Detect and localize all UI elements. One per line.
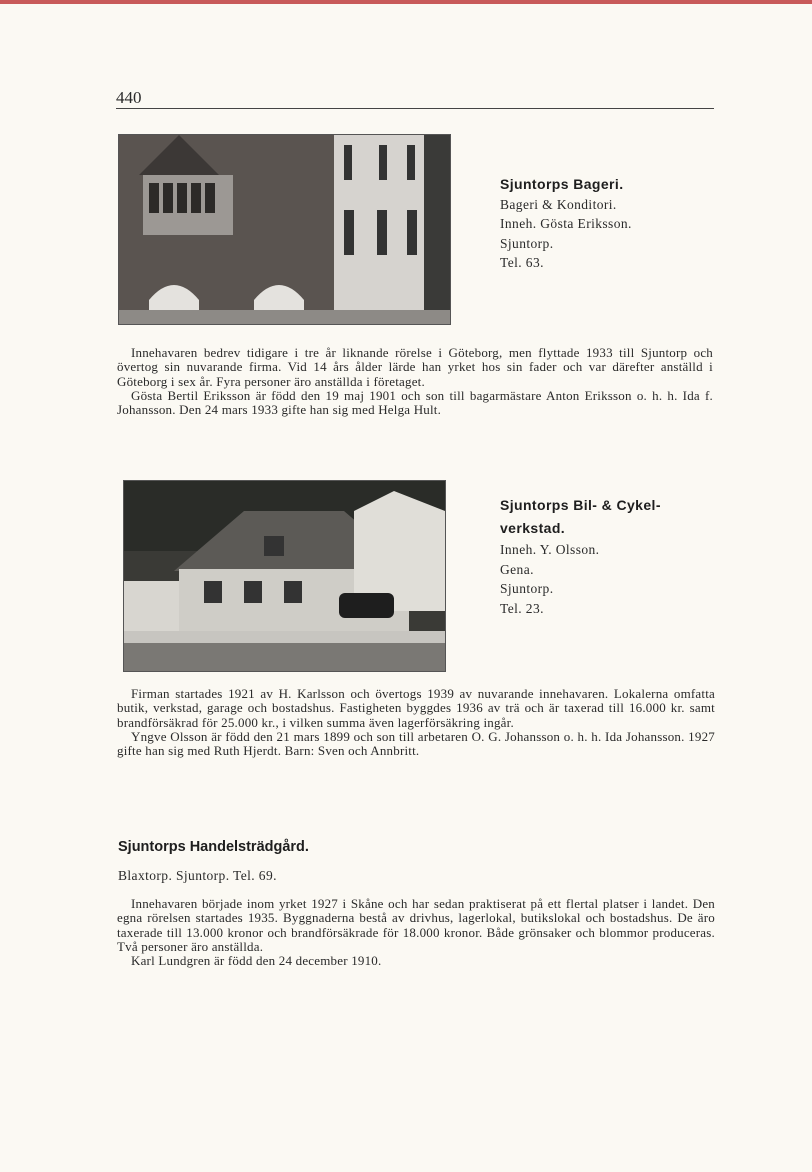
bakery-paragraph: Gösta Bertil Eriksson är född den 19 maj 1901 och son till bagarmästare Anton Eriksson o. h. h. Ida f. Johansson. Den 24 mars 1933 gifte han sig med Helga Hult. xyxy=(117,387,713,418)
header-rule xyxy=(116,108,714,109)
bakery-info xyxy=(500,175,632,273)
workshop-paragraph: Yngve Olsson är född den 21 mars 1899 och son till arbetaren O. G. Johansson o. h. h. Ida Johansson. 1927 gifte han sig med Ruth Hjerdt. Barn: Sven och Annbritt. xyxy=(117,728,715,759)
bakery-info-line: Sjuntorp. xyxy=(500,235,554,251)
workshop-info-line: Tel. 23. xyxy=(500,600,544,616)
page-number: 440 xyxy=(116,88,142,107)
workshop-paragraph: Firman startades 1921 av H. Karlsson och övertogs 1939 av nuvarande innehavaren. Lokalerna omfatta butik, verkstad, garage och bostadshus. Fastigheten byggdes 1936 av trä och är taxerad till 16.000 kr. samt brandförsäkrad för 25.000 kr., i vilken summa även lagerförsäkring ingår. xyxy=(117,686,715,730)
workshop-info-line: Gena. xyxy=(500,561,534,577)
bakery-paragraph: Innehavaren bedrev tidigare i tre år liknande rörelse i Göteborg, men flyttade 1933 till Sjuntorp och övertog sin nuvarande firma. Vid 14 års ålder lärde han yrket hos sin fader och var därefter anställd i Göteborg i sex år. Fyra personer äro anställda i företaget. xyxy=(117,345,713,389)
bakery-info-line: Bageri & Konditori. xyxy=(500,196,617,212)
page-top-edge xyxy=(0,0,812,4)
bakery-photo xyxy=(118,134,451,325)
bakery-description xyxy=(117,346,713,417)
nursery-name: Sjuntorps Handelsträdgård. xyxy=(118,839,309,855)
bakery-name: Sjuntorps Bageri. xyxy=(500,176,624,192)
nursery-address: Blaxtorp. Sjuntorp. Tel. 69. xyxy=(118,868,277,883)
workshop-description xyxy=(117,687,715,758)
bakery-info-line: Tel. 63. xyxy=(500,255,544,270)
workshop-name: Sjuntorps Bil- & Cykel-verkstad. xyxy=(500,497,661,536)
workshop-photo xyxy=(123,480,446,672)
nursery-paragraph: Innehavaren började inom yrket 1927 i Skåne och har sedan praktiserat på ett flertal platser i landet. Den egna rörelsen startades 1935. Byggnaderna bestå av drivhus, lagerlokal, butikslokal och bostadshus. De äro taxerade till 13.000 kronor och brandförsäkrade för 18.000 kronor. Både grönsaker och blommor produceras. Två personer äro anställda. xyxy=(117,896,715,954)
bakery-info-line: Inneh. Gösta Eriksson. xyxy=(500,216,632,231)
workshop-info-line: Sjuntorp. xyxy=(500,581,554,596)
workshop-info-line: Inneh. Y. Olsson. xyxy=(500,542,600,557)
nursery-paragraph: Karl Lundgren är född den 24 december 1910. xyxy=(131,953,382,969)
nursery-description xyxy=(117,897,715,968)
workshop-info xyxy=(500,494,720,618)
